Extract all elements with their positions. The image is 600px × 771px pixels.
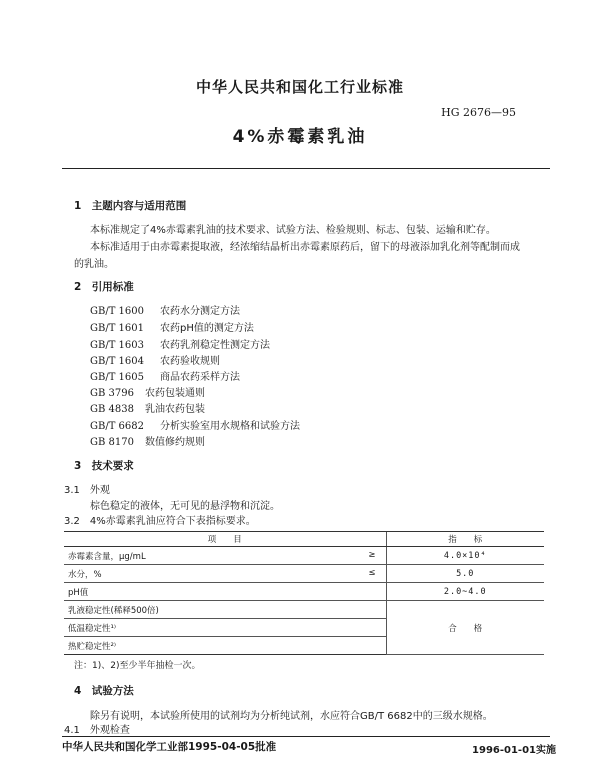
table-cell-item: [64, 565, 386, 583]
reference-code: GB/T 1605: [90, 372, 145, 383]
footer-divider: [62, 736, 550, 737]
section-4-1-heading: 4.1 外观检查: [64, 725, 130, 736]
effective-date: 1996-01-01实施: [472, 745, 556, 756]
section-3-1-text: 棕色稳定的液体，无可见的悬浮物和沉淀。: [90, 501, 280, 512]
table-cell-value: 2.0~4.0: [386, 583, 544, 601]
section-3-2-heading: 3.2 4%赤霉素乳油应符合下表指标要求。: [64, 516, 256, 527]
item-label: 赤霉素含量，μg/mL: [68, 551, 146, 562]
reference-code: GB 4838: [90, 404, 134, 415]
reference-name: 数值修约规则: [145, 437, 205, 448]
table-cell-item: [64, 583, 386, 601]
reference-name: 分析实验室用水规格和试验方法: [160, 421, 300, 432]
table-note: 注：1)、2)至少半年抽检一次。: [74, 661, 201, 671]
reference-item: [90, 384, 205, 399]
comparison-symbol: ≥: [368, 549, 376, 560]
table-header-index: 指 标: [386, 532, 544, 547]
section-1-paragraph-2-line-1: 本标准适用于由赤霉素提取液，经浓缩结晶析出赤霉素原药后，留下的母液添加乳化剂等配制而成: [90, 242, 520, 253]
reference-name: 农药pH值的测定方法: [160, 323, 254, 334]
section-2-heading: 2 引用标准: [74, 281, 134, 293]
standard-code: HG 2676—95: [441, 106, 516, 119]
table-cell-value: 5.0: [386, 565, 544, 583]
reference-item: [90, 302, 240, 317]
reference-name: 乳油农药包装: [145, 404, 205, 415]
reference-item: [90, 400, 205, 415]
table-cell-value: 4.0×10⁴: [386, 547, 544, 565]
reference-code: GB/T 1600: [90, 306, 145, 317]
reference-item: [90, 319, 254, 334]
table-cell-item: 乳液稳定性(稀释500倍): [64, 601, 386, 619]
approval-line: 中华人民共和国化学工业部1995-04-05批准: [62, 741, 277, 753]
item-label: pH值: [68, 587, 89, 598]
specification-table: [64, 531, 544, 655]
issuer-title: 中华人民共和国化工行业标准: [195, 78, 404, 96]
comparison-symbol: ≤: [368, 567, 376, 578]
section-3-heading: 3 技术要求: [74, 460, 134, 472]
reference-item: [90, 433, 205, 448]
table-cell-stability-value: 合 格: [386, 601, 544, 655]
section-4-paragraph: 除另有说明，本试验所使用的试剂均为分析纯试剂，水应符合GB/T 6682中的三级水规格。: [90, 711, 493, 722]
table-row: [64, 565, 544, 583]
table-cell-item: [64, 547, 386, 565]
section-1-paragraph-1: 本标准规定了4%赤霉素乳油的技术要求、试验方法、检验规则、标志、包装、运输和贮存。: [90, 225, 496, 236]
section-3-1-heading: 3.1 外观: [64, 485, 110, 496]
table-header-row: [64, 532, 544, 547]
reference-item: [90, 417, 300, 432]
section-1-heading: 1 主题内容与适用范围: [74, 200, 187, 212]
reference-item: [90, 352, 220, 367]
section-1-paragraph-2-line-2: 的乳油。: [74, 259, 114, 270]
table-cell-item: 热贮稳定性²⁾: [64, 637, 386, 655]
reference-code: GB/T 1601: [90, 323, 145, 334]
table-row: [64, 601, 544, 619]
reference-code: GB/T 6682: [90, 421, 145, 432]
table-row: [64, 583, 544, 601]
reference-code: GB/T 1603: [90, 340, 145, 351]
section-4-heading: 4 试验方法: [74, 685, 134, 697]
table-cell-item: 低温稳定性¹⁾: [64, 619, 386, 637]
reference-code: GB/T 1604: [90, 356, 145, 367]
reference-name: 农药验收规则: [160, 356, 220, 367]
table-row: [64, 547, 544, 565]
title-divider: [62, 168, 550, 169]
reference-item: [90, 368, 240, 383]
reference-name: 农药乳剂稳定性测定方法: [160, 340, 270, 351]
reference-item: [90, 336, 270, 351]
reference-name: 商品农药采样方法: [160, 372, 240, 383]
table-header-item: 项 目: [64, 532, 386, 547]
item-label: 水分，%: [68, 569, 102, 580]
reference-name: 农药水分测定方法: [160, 306, 240, 317]
document-title: 4%赤霉素乳油: [232, 127, 368, 147]
reference-code: GB 3796: [90, 388, 134, 399]
reference-code: GB 8170: [90, 437, 134, 448]
reference-name: 农药包装通则: [145, 388, 205, 399]
